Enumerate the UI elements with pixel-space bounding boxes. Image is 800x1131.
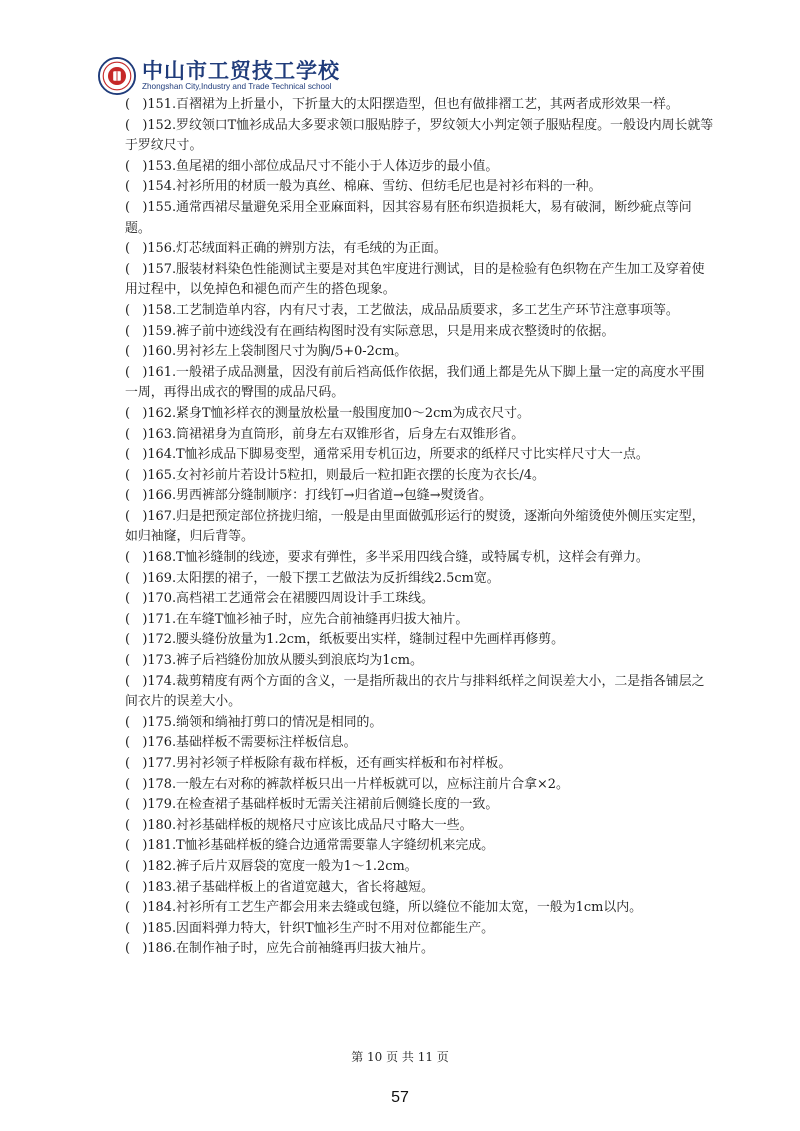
answer-blank[interactable]: ( ) xyxy=(125,508,148,524)
question-item xyxy=(125,486,717,507)
answer-blank[interactable]: ( ) xyxy=(125,570,148,586)
answer-blank[interactable]: ( ) xyxy=(125,714,148,730)
school-name-english: Zhongshan City,Industry and Trade Technical school xyxy=(142,82,332,91)
question-text: 161.一般裙子成品测量，因没有前后裆高低作依据，我们通上都是先从下脚上量一定的高度水平围一周，再得出成衣的臀围的成品尺码。 xyxy=(125,364,705,401)
answer-blank[interactable]: ( ) xyxy=(125,673,148,689)
question-text: 174.裁剪精度有两个方面的含义，一是指所裁出的衣片与排料纸样之间误差大小，二是指各铺层之间衣片的误差大小。 xyxy=(125,673,705,710)
question-item xyxy=(125,404,717,425)
question-text: 177.男衬衫领子样板除有裁布样板，还有画实样板和布衬样板。 xyxy=(147,756,512,771)
question-item xyxy=(125,569,717,590)
answer-blank[interactable]: ( ) xyxy=(125,241,148,257)
question-text: 165.女衬衫前片若设计5粒扣，则最后一粒扣距衣摆的长度为衣长/4。 xyxy=(147,467,545,483)
question-text: 166.男西裤部分缝制顺序：打线钉→归省道→包缝→熨烫省。 xyxy=(147,488,493,504)
question-item xyxy=(125,795,717,816)
question-item xyxy=(125,445,717,466)
question-item xyxy=(125,857,717,878)
school-emblem-icon xyxy=(98,57,136,95)
answer-blank[interactable]: ( ) xyxy=(125,838,148,854)
question-text: 182.裤子后片双唇袋的宽度一般为1～1.2cm。 xyxy=(147,858,418,874)
question-text: 158.工艺制造单内容，内有尺寸表，工艺做法，成品品质要求，多工艺生产环节注意事项等。 xyxy=(147,302,679,318)
question-item xyxy=(125,507,717,548)
answer-blank[interactable]: ( ) xyxy=(125,735,148,751)
answer-blank[interactable]: ( ) xyxy=(125,858,148,874)
question-text: 181.T恤衫基础样板的缝合边通常需要靠人字缝纫机来完成。 xyxy=(147,838,495,854)
question-item xyxy=(125,836,717,857)
question-text: 172.腰头缝份放量为1.2cm，纸板要出实样，缝制过程中先画样再修剪。 xyxy=(147,632,565,648)
question-item xyxy=(125,651,717,672)
question-text: 154.衬衫所用的材质一般为真丝、棉麻、雪纺、但纺毛尼也是衬衫布料的一种。 xyxy=(147,179,602,195)
question-item xyxy=(125,672,717,713)
answer-blank[interactable]: ( ) xyxy=(125,97,148,112)
answer-blank[interactable]: ( ) xyxy=(125,611,148,627)
question-item xyxy=(125,610,717,631)
answer-blank[interactable]: ( ) xyxy=(125,447,148,463)
answer-blank[interactable]: ( ) xyxy=(125,756,148,771)
answer-blank[interactable]: ( ) xyxy=(125,653,148,669)
question-item xyxy=(125,589,717,610)
answer-blank[interactable]: ( ) xyxy=(125,817,148,833)
question-item xyxy=(125,198,717,239)
answer-blank[interactable]: ( ) xyxy=(125,797,148,813)
question-text: 160.男衬衫左上袋制图尺寸为胸/5+0-2cm。 xyxy=(147,344,408,360)
question-item xyxy=(125,116,717,157)
question-text: 184.衬衫所有工艺生产都会用来去缝或包缝，所以缝位不能加太宽，一般为1cm以内。 xyxy=(147,900,642,916)
answer-blank[interactable]: ( ) xyxy=(125,323,148,339)
question-text: 186.在制作袖子时，应先合前袖缝再归拔大袖片。 xyxy=(147,941,434,957)
question-item xyxy=(125,239,717,260)
question-text: 178.一般左右对称的裤款样板只出一片样板就可以，应标注前片合拿×2。 xyxy=(147,776,569,792)
question-text: 159.裤子前中迹线没有在画结构图时没有实际意思，只是用来成衣整烫时的依据。 xyxy=(147,323,615,339)
question-item xyxy=(125,754,717,775)
question-item xyxy=(125,157,717,178)
answer-blank[interactable]: ( ) xyxy=(125,941,148,957)
answer-blank[interactable]: ( ) xyxy=(125,302,148,318)
question-text: 185.因面料弹力特大，针织T恤衫生产时不用对位都能生产。 xyxy=(147,920,495,936)
answer-blank[interactable]: ( ) xyxy=(125,179,148,195)
question-text: 153.鱼尾裙的细小部位成品尺寸不能小于人体迈步的最小值。 xyxy=(147,158,499,174)
question-text: 162.紧身T恤衫样衣的测量放松量一般围度加0～2cm为成衣尺寸。 xyxy=(147,405,530,421)
answer-blank[interactable]: ( ) xyxy=(125,426,148,442)
answer-blank[interactable]: ( ) xyxy=(125,776,148,792)
question-item xyxy=(125,363,717,404)
question-text: 151.百褶裙为上折量小，下折量大的太阳摆造型，但也有做排褶工艺，其两者成形效果一样。 xyxy=(147,97,679,112)
question-text: 173.裤子后裆缝份加放从腰头到浪底均为1cm。 xyxy=(147,653,423,669)
answer-blank[interactable]: ( ) xyxy=(125,364,148,380)
answer-blank[interactable]: ( ) xyxy=(125,117,148,133)
answer-blank[interactable]: ( ) xyxy=(125,467,148,483)
answer-blank[interactable]: ( ) xyxy=(125,591,148,607)
answer-blank[interactable]: ( ) xyxy=(125,632,148,648)
question-text: 163.筒裙裙身为直筒形，前身左右双锥形省，后身左右双锥形省。 xyxy=(147,426,525,442)
question-item xyxy=(125,260,717,301)
question-item xyxy=(125,816,717,837)
answer-blank[interactable]: ( ) xyxy=(125,199,148,215)
question-item xyxy=(125,713,717,734)
question-item xyxy=(125,630,717,651)
question-text: 152.罗纹领口T恤衫成品大多要求领口服贴脖子，罗纹领大小判定领子服贴程度。一般设内周长就等于罗纹尺寸。 xyxy=(125,117,714,154)
question-text: 179.在检查裙子基础样板时无需关注裙前后侧缝长度的一致。 xyxy=(147,797,499,813)
answer-blank[interactable]: ( ) xyxy=(125,879,148,895)
answer-blank[interactable]: ( ) xyxy=(125,405,148,421)
question-text: 180.衬衫基础样板的规格尺寸应该比成品尺寸略大一些。 xyxy=(147,817,473,833)
question-text: 170.高档裙工艺通常会在裙腰四周设计手工珠线。 xyxy=(147,591,434,607)
question-text: 183.裙子基础样板上的省道宽越大，省长将越短。 xyxy=(147,879,434,895)
question-text: 156.灯芯绒面料正确的辨别方法，有毛绒的为正面。 xyxy=(147,241,447,257)
question-text: 171.在车缝T恤衫袖子时，应先合前袖缝再归拔大袖片。 xyxy=(147,611,469,627)
question-text: 164.T恤衫成品下脚易变型，通常采用专机冚边，所要求的纸样尺寸比实样尺寸大一点。 xyxy=(147,447,649,463)
answer-blank[interactable]: ( ) xyxy=(125,261,148,277)
question-item xyxy=(125,342,717,363)
school-header xyxy=(98,55,358,99)
answer-blank[interactable]: ( ) xyxy=(125,900,148,916)
question-item xyxy=(125,898,717,919)
question-text: 157.服装材料染色性能测试主要是对其色牢度进行测试，目的是检验有色织物在产生加工及穿着使用过程中，以免掉色和褪色而产生的搭色现象。 xyxy=(125,261,705,298)
question-text: 167.归是把预定部位挤拢归缩，一般是由里面做弧形运行的熨烫，逐渐向外缩烫使外侧压实定型，如归袖窿，归后背等。 xyxy=(125,508,705,545)
question-item xyxy=(125,919,717,940)
answer-blank[interactable]: ( ) xyxy=(125,488,148,504)
question-item xyxy=(125,322,717,343)
question-item xyxy=(125,95,717,116)
question-text: 176.基础样板不需要标注样板信息。 xyxy=(147,735,357,751)
question-item xyxy=(125,177,717,198)
answer-blank[interactable]: ( ) xyxy=(125,344,148,360)
question-item xyxy=(125,301,717,322)
question-item xyxy=(125,548,717,569)
answer-blank[interactable]: ( ) xyxy=(125,158,148,174)
answer-blank[interactable]: ( ) xyxy=(125,550,148,566)
page-number: 57 xyxy=(391,1089,409,1106)
question-text: 168.T恤衫缝制的线迹，要求有弹性，多半采用四线合缝，或特属专机，这样会有弹力。 xyxy=(147,550,649,566)
answer-blank[interactable]: ( ) xyxy=(125,920,148,936)
question-text: 175.绱领和绱袖打剪口的情况是相同的。 xyxy=(147,714,383,730)
question-item xyxy=(125,775,717,796)
question-list xyxy=(125,95,717,960)
question-text: 169.太阳摆的裙子，一般下摆工艺做法为反折缉线2.5cm宽。 xyxy=(147,570,500,586)
question-text: 155.通常西裙尽量避免采用全亚麻面料，因其容易有胚布织造损耗大，易有破洞，断纱疵点等问题。 xyxy=(125,199,692,236)
page-info: 第 10 页 共 11 页 xyxy=(351,1050,449,1064)
school-name-chinese: 中山市工贸技工学校 xyxy=(142,59,340,83)
question-item xyxy=(125,878,717,899)
question-item xyxy=(125,733,717,754)
question-item xyxy=(125,425,717,446)
question-item xyxy=(125,939,717,960)
question-item xyxy=(125,466,717,487)
